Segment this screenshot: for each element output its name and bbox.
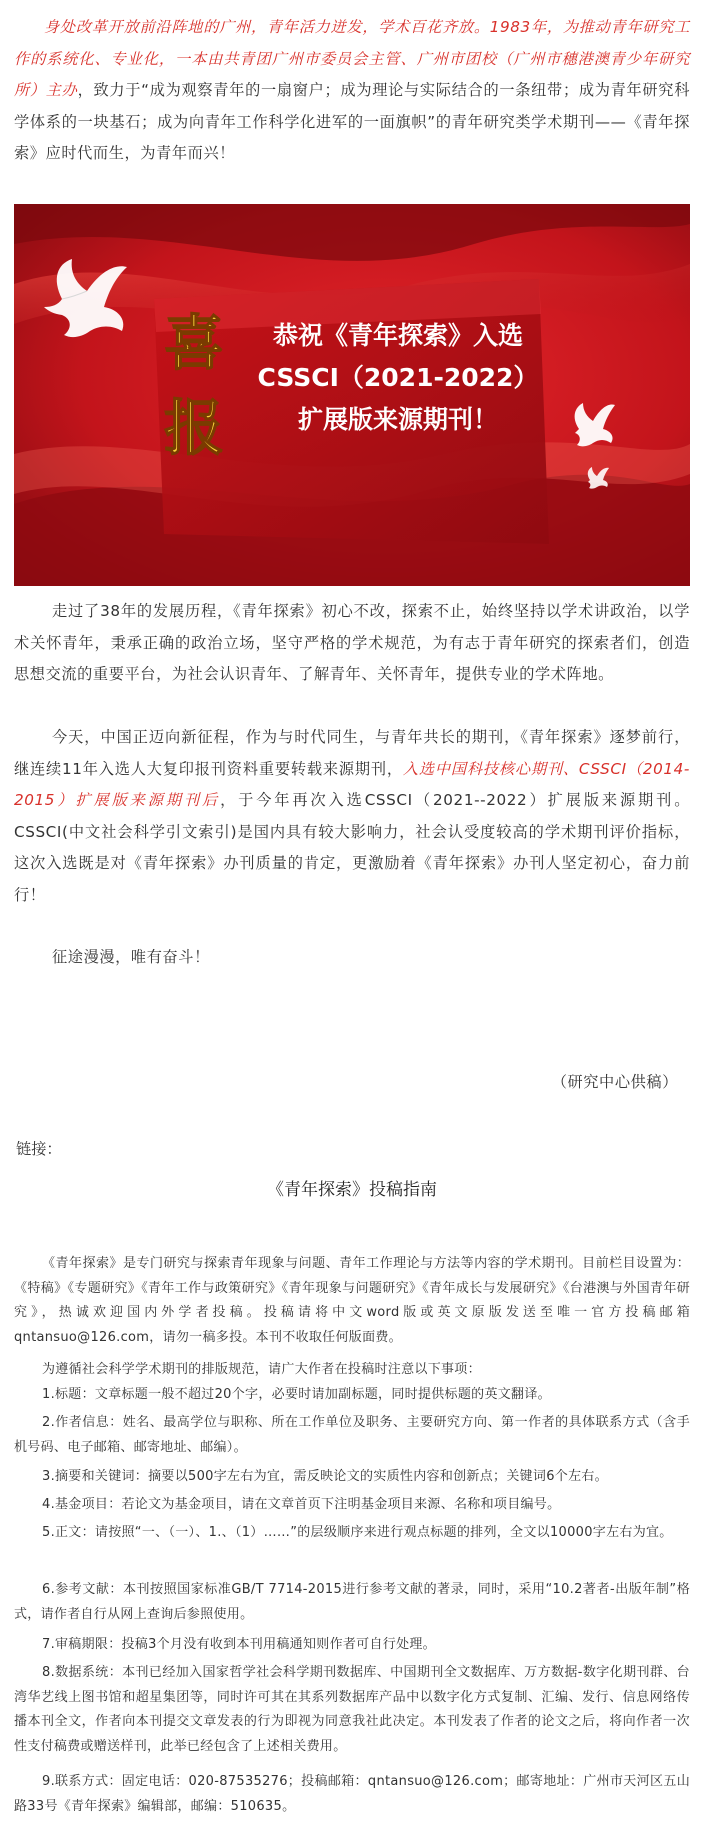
guide-intro-paragraph: 《青年探索》是专门研究与探索青年现象与问题、青年工作理论与方法等内容的学术期刊。目前栏目设置为：《特稿》《专题研究》《青年工作与政策研究》《青年现象与问题研究》《青年成长与发展研究》《台港澳与外国青年研究》，热诚欢迎国内外学者投稿。投稿请将中文word版或英文原版发送至唯一官方投稿邮箱qntansuo@126.com，请勿一稿多投。本刊不收取任何版面费。 — [14, 1256, 690, 1345]
link-label: 链接： — [16, 1140, 62, 1158]
guide-item-4: 4.基金项目：若论文为基金项目，请在文章首页下注明基金项目来源、名称和项目编号。 — [42, 1497, 561, 1512]
body-p2-red-segment: 入选中国科技核心期刊、CSSCI（2014-2015）扩展版来源期刊后 — [14, 759, 690, 809]
banner-char-bao: 报 — [164, 394, 224, 464]
guide-item-9: 9.联系方式：固定电话：020-87535276；投稿邮箱：qntansuo@126.com；邮寄地址：广州市天河区五山路33号《青年探索》编辑部，邮编：510635。 — [14, 1774, 690, 1814]
intro-red-segment: 身处改革开放前沿阵地的广州，青年活力迸发，学术百花齐放。1983年，为推动青年研究工作的系统化、专业化，一本由共青团广州市委员会主管、广州市团校（广州市穗港澳青少年研究所）主办 — [14, 18, 690, 99]
body-paragraph-1: 走过了38年的发展历程，《青年探索》初心不改，探索不止，始终坚持以学术讲政治，以学术关怀青年，秉承正确的政治立场，坚守严格的学术规范，为有志于青年研究的探索者们，创造思想交流的重要平台，为社会认识青年、了解青年、关怀青年，提供专业的学术阵地。 — [14, 602, 690, 683]
banner-line-3: 扩展版来源期刊！ — [297, 405, 499, 434]
body-p2-segment-1: 今天，中国正迈向新征程，作为与时代同生，与青年共长的期刊，《青年探索》逐梦前行，继连续11年入选人大复印报刊资料重要转载来源期刊， — [14, 728, 690, 778]
banner-line-2: CSSCI（2021-2022） — [257, 363, 539, 392]
guide-item-8: 8.数据系统：本刊已经加入国家哲学社会科学期刊数据库、中国期刊全文数据库、万方数据-数字化期刊群、台湾华艺线上图书馆和超星集团等，同时许可其在其系列数据库产品中以数字化方式复制、汇编、发行、信息网络传播本刊全文，作者向本刊提交文章发表的行为即视为同意我社此决定。本刊发表了作者的论文之后，将向作者一次性支付稿费或赠送样刊，此举已经包含了上述相关费用。 — [14, 1665, 690, 1754]
guide-item-2: 2.作者信息：姓名、最高学位与职称、所在工作单位及职务、主要研究方向、第一作者的具体联系方式（含手机号码、电子邮箱、邮寄地址、邮编）。 — [14, 1415, 690, 1455]
banner-char-xi: 喜 — [164, 309, 224, 379]
intro-black-segment: ，致力于“成为观察青年的一扇窗户；成为理论与实际结合的一条纽带；成为青年研究科学体系的一块基石；成为向青年工作科学化进军的一面旗帜”的青年研究类学术期刊——《青年探索》应时代而生，为青年而兴！ — [14, 81, 690, 162]
body-paragraph-3: 征途漫漫，唯有奋斗！ — [52, 948, 210, 966]
intro-paragraph — [14, 12, 690, 170]
banner-line-1: 恭祝《青年探索》入选 — [272, 321, 524, 350]
source-note: （研究中心供稿） — [551, 1073, 678, 1091]
guide-item-7: 7.审稿期限：投稿3个月没有收到本刊用稿通知则作者可自行处理。 — [42, 1637, 436, 1652]
guide-item-1: 1.标题：文章标题一般不超过20个字，必要时请加副标题，同时提供标题的英文翻译。 — [42, 1387, 551, 1402]
guide-notice-paragraph: 为遵循社会科学学术期刊的排版规范，请广大作者在投稿时注意以下事项： — [42, 1362, 481, 1377]
guide-item-5: 5.正文：请按照“一、（一）、1.、（1）……”的层级顺序来进行观点标题的排列，全文以10000字左右为宜。 — [42, 1525, 673, 1540]
guide-item-6: 6.参考文献：本刊按照国家标准GB/T 7714-2015进行参考文献的著录，同时，采用“10.2著者-出版年制”格式，请作者自行从网上查询后参照使用。 — [14, 1582, 690, 1622]
guide-title: 《青年探索》投稿指南 — [267, 1180, 437, 1199]
body-p2-segment-2: ，于今年再次入选CSSCI（2021--2022）扩展版来源期刊。CSSCI(中文社会科学引文索引)是国内具有较大影响力，社会认受度较高的学术期刊评价指标，这次入选既是对《青年探索》办刊质量的肯定，更激励着《青年探索》办刊人坚定初心，奋力前行！ — [14, 791, 690, 904]
congratulation-banner — [14, 204, 690, 586]
guide-item-3: 3.摘要和关键词：摘要以500字左右为宜，需反映论文的实质性内容和创新点；关键词6个左右。 — [42, 1469, 608, 1484]
body-paragraph-2 — [14, 722, 690, 911]
